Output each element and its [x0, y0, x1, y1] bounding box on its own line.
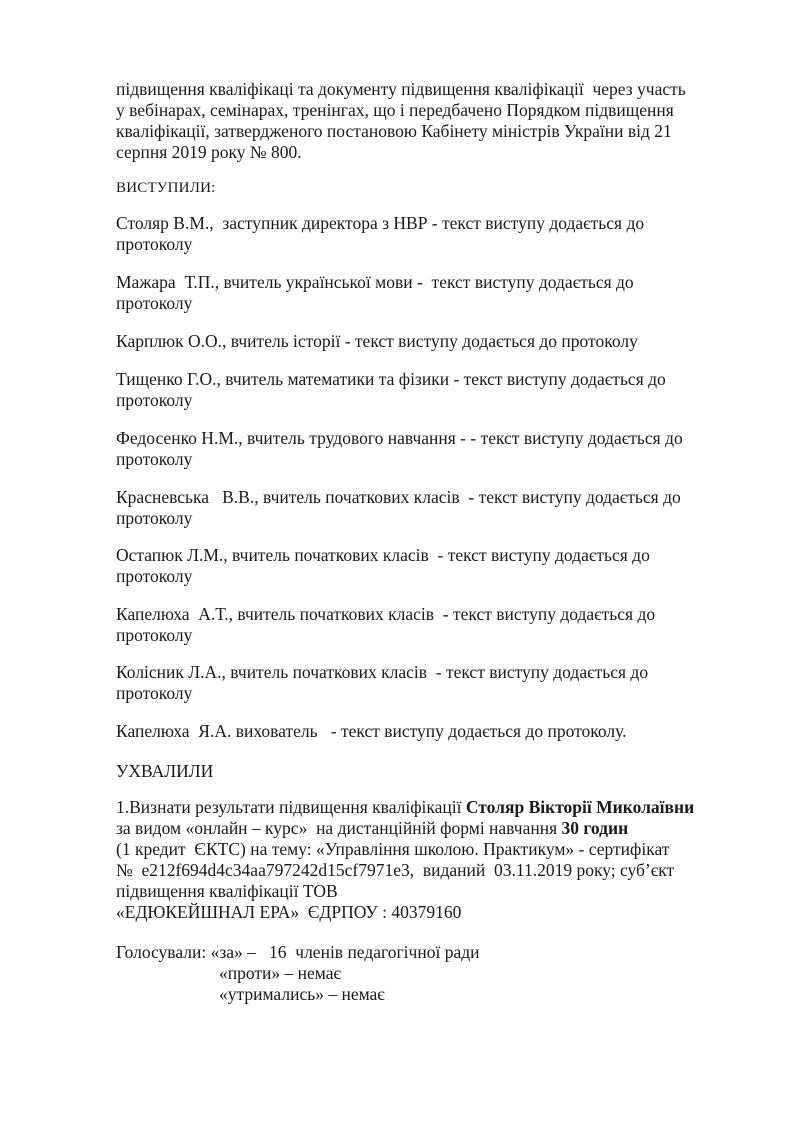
speaker-entry: Красневська В.В., вчитель початкових класів - текст виступу додається до протоколу [116, 487, 681, 528]
speaker-entry: Остапюк Л.М., вчитель початкових класів - текст виступу додається до протоколу [116, 545, 650, 586]
vote-for: Голосували: «за» – 16 членів педагогічної ради [116, 942, 480, 962]
intro-line: серпня 2019 року № 800. [116, 142, 302, 162]
vote-against: «проти» – немає [219, 963, 342, 983]
intro-line: кваліфікації, затвердженого постановою Кабінету міністрів України від 21 [116, 121, 672, 141]
intro-paragraph [116, 79, 756, 163]
speaker-entry: Тищенко Г.О., вчитель математики та фізики - текст виступу додається до протоколу [116, 369, 666, 410]
speaker-entry: Карплюк О.О., вчитель історії - текст виступу додається до протоколу [116, 331, 638, 351]
intro-line: підвищення кваліфікаці та документу підвищення кваліфікації через участь [116, 79, 686, 99]
intro-line: у вебінарах, семінарах, тренінгах, що і передбачено Порядком підвищення [116, 100, 674, 120]
resolved-heading: УХВАЛИЛИ [116, 761, 214, 781]
vote-abstained: «утримались» – немає [219, 984, 385, 1004]
speaker-entry: Мажара Т.П., вчитель української мови - текст виступу додається до протоколу [116, 272, 634, 313]
vote-section [116, 942, 756, 1005]
speaker-entry: Федосенко Н.М., вчитель трудового навчання - - текст виступу додається до протоколу [116, 428, 683, 469]
speaker-entry: Столяр В.М., заступник директора з НВР - текст виступу додається до протоколу [116, 213, 645, 254]
person-name: Столяр Вікторії Миколаївни [465, 797, 695, 817]
spoke-heading: ВИСТУПИЛИ: [116, 180, 216, 196]
speaker-entry: Капелюха Я.А. вихователь - текст виступу додається до протоколу. [116, 721, 627, 741]
hours-value: 30 годин [561, 818, 629, 838]
speaker-entry: Капелюха А.Т., вчитель початкових класів - текст виступу додається до протоколу [116, 604, 656, 645]
resolution-paragraph: 1.Визнати результати підвищення кваліфікації Столяр Вікторії Миколаївни за видом «онлайн – курс» на дистанційній формі навчання 30 годин (1 кредит ЄКТС) на тему: «Управління школою. Практикум» - сертифікат № e212f694d4c34aa797242d15cf7971e3, виданий 03.11.2019 року; суб’єкт підвищення кваліфікації ТОВ «ЕДЮКЕЙШНАЛ ЕРА» ЄДРПОУ : 40379160 [116, 797, 695, 922]
speaker-entry: Колісник Л.А., вчитель початкових класів - текст виступу додається до протоколу [116, 662, 649, 703]
